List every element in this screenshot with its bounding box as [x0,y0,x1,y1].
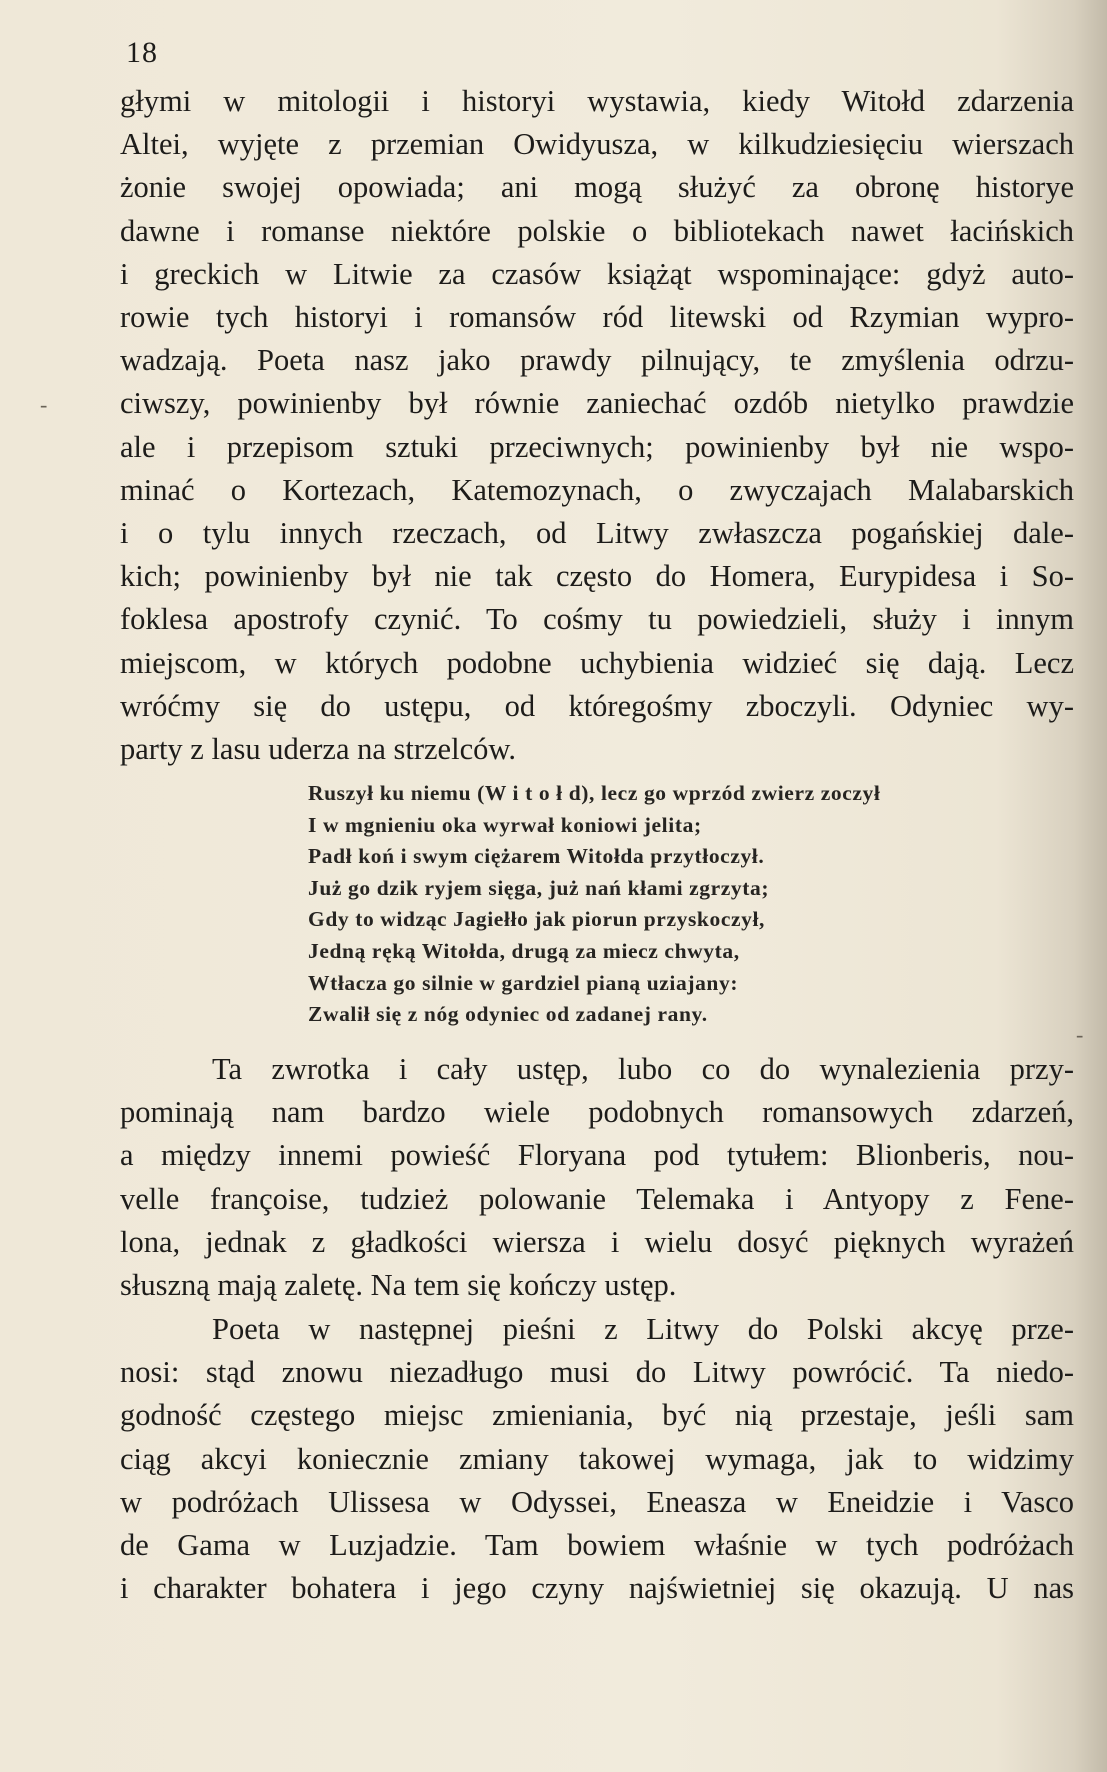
text-line: Ta zwrotka i cały ustęp, lubo co do wynalezienia przy- [212,1052,1074,1086]
text-line: Poeta w następnej pieśni z Litwy do Polski akcyę prze- [212,1312,1074,1346]
verse-line: Jedną ręką Witołda, drugą za miecz chwyta, [308,938,740,963]
text-line: rowie tych historyi i romansów ród litewski od Rzymian wypro- [120,300,1074,335]
paragraph-2 [120,1048,1074,1307]
text-line: ciąg akcyi koniecznie zmiany takowej wymaga, jak to widzimy [120,1441,1074,1476]
paragraph-1 [120,80,1074,771]
verse-line: Padł koń i swym ciężarem Witołda przytłoczył. [308,844,765,869]
text-line: wróćmy się do ustępu, od któregośmy zboczyli. Odyniec wy- [120,688,1074,723]
text-line: ciwszy, powinienby był równie zaniechać ozdób nietylko prawdzie [120,386,1074,421]
page-number: 18 [126,36,158,69]
text-line: a między innemi powieść Floryana pod tytułem: Blionberis, nou- [120,1138,1074,1173]
verse-stanza [308,778,1008,1031]
text-line: i charakter bohatera i jego czyny najświetniej się okazują. U nas [120,1571,1074,1606]
text-line: kich; powinienby był nie tak często do Homera, Eurypidesa i So- [120,559,1074,594]
text-line: party z lasu uderza na strzelców. [120,732,517,767]
text-line: głymi w mitologii i historyi wystawia, kiedy Witołd zdarzenia [120,84,1074,118]
text-line: dawne i romanse niektóre polskie o bibliotekach nawet łacińskich [120,213,1074,248]
text-line: i o tylu innych rzeczach, od Litwy zwłaszcza pogańskiej dale- [120,516,1074,551]
margin-dash-mark: - [40,392,48,417]
verse-line: I w mgnieniu oka wyrwał koniowi jelita; [308,812,702,837]
text-line: nosi: stąd znowu niezadługo musi do Litwy powrócić. Ta niedo- [120,1355,1074,1390]
text-line: żonie swojej opowiada; ani mogą służyć za obronę historye [120,170,1074,205]
text-line: godność częstego miejsc zmieniania, być nią przestaje, jeśli sam [120,1398,1074,1433]
text-line: velle françoise, tudzież polowanie Telemaka i Antyopy z Fene- [120,1181,1074,1216]
verse-line: Wtłacza go silnie w gardziel pianą uziajany: [308,970,739,995]
text-line: foklesa apostrofy czynić. To cośmy tu powiedzieli, służy i innym [120,602,1074,637]
text-line: miejscom, w których podobne uchybienia widzieć się dają. Lecz [120,645,1074,680]
text-line: pominają nam bardzo wiele podobnych romansowych zdarzeń, [120,1095,1074,1130]
text-line: ale i przepisom sztuki przeciwnych; powinienby był nie wspo- [120,429,1074,464]
paragraph-3 [120,1308,1074,1610]
margin-dash-mark: - [1076,1022,1084,1047]
text-line: lona, jednak z gładkości wiersza i wielu dosyć pięknych wyrażeń [120,1224,1074,1259]
verse-line: Zwalił się z nóg odyniec od zadanej rany. [308,1002,708,1027]
text-line: i greckich w Litwie za czasów książąt wspominające: gdyż auto- [120,256,1074,291]
text-line: Altei, wyjęte z przemian Owidyusza, w kilkudziesięciu wierszach [120,127,1074,162]
text-line: słuszną mają zaletę. Na tem się kończy ustęp. [120,1268,677,1303]
verse-line: Ruszył ku niemu (W i t o ł d), lecz go wprzód zwierz zoczył [308,781,881,805]
text-line: de Gama w Luzjadzie. Tam bowiem właśnie w tych podróżach [120,1528,1074,1563]
text-line: minać o Kortezach, Katemozynach, o zwyczajach Malabarskich [120,472,1074,507]
text-line: w podróżach Ulissesa w Odyssei, Eneasza w Eneidzie i Vasco [120,1484,1074,1519]
verse-line: Już go dzik ryjem sięga, już nań kłami zgrzyta; [308,875,770,900]
verse-line: Gdy to widząc Jagiełło jak piorun przyskoczył, [308,907,766,932]
text-line: wadzają. Poeta nasz jako prawdy pilnujący, te zmyślenia odrzu- [120,343,1074,378]
